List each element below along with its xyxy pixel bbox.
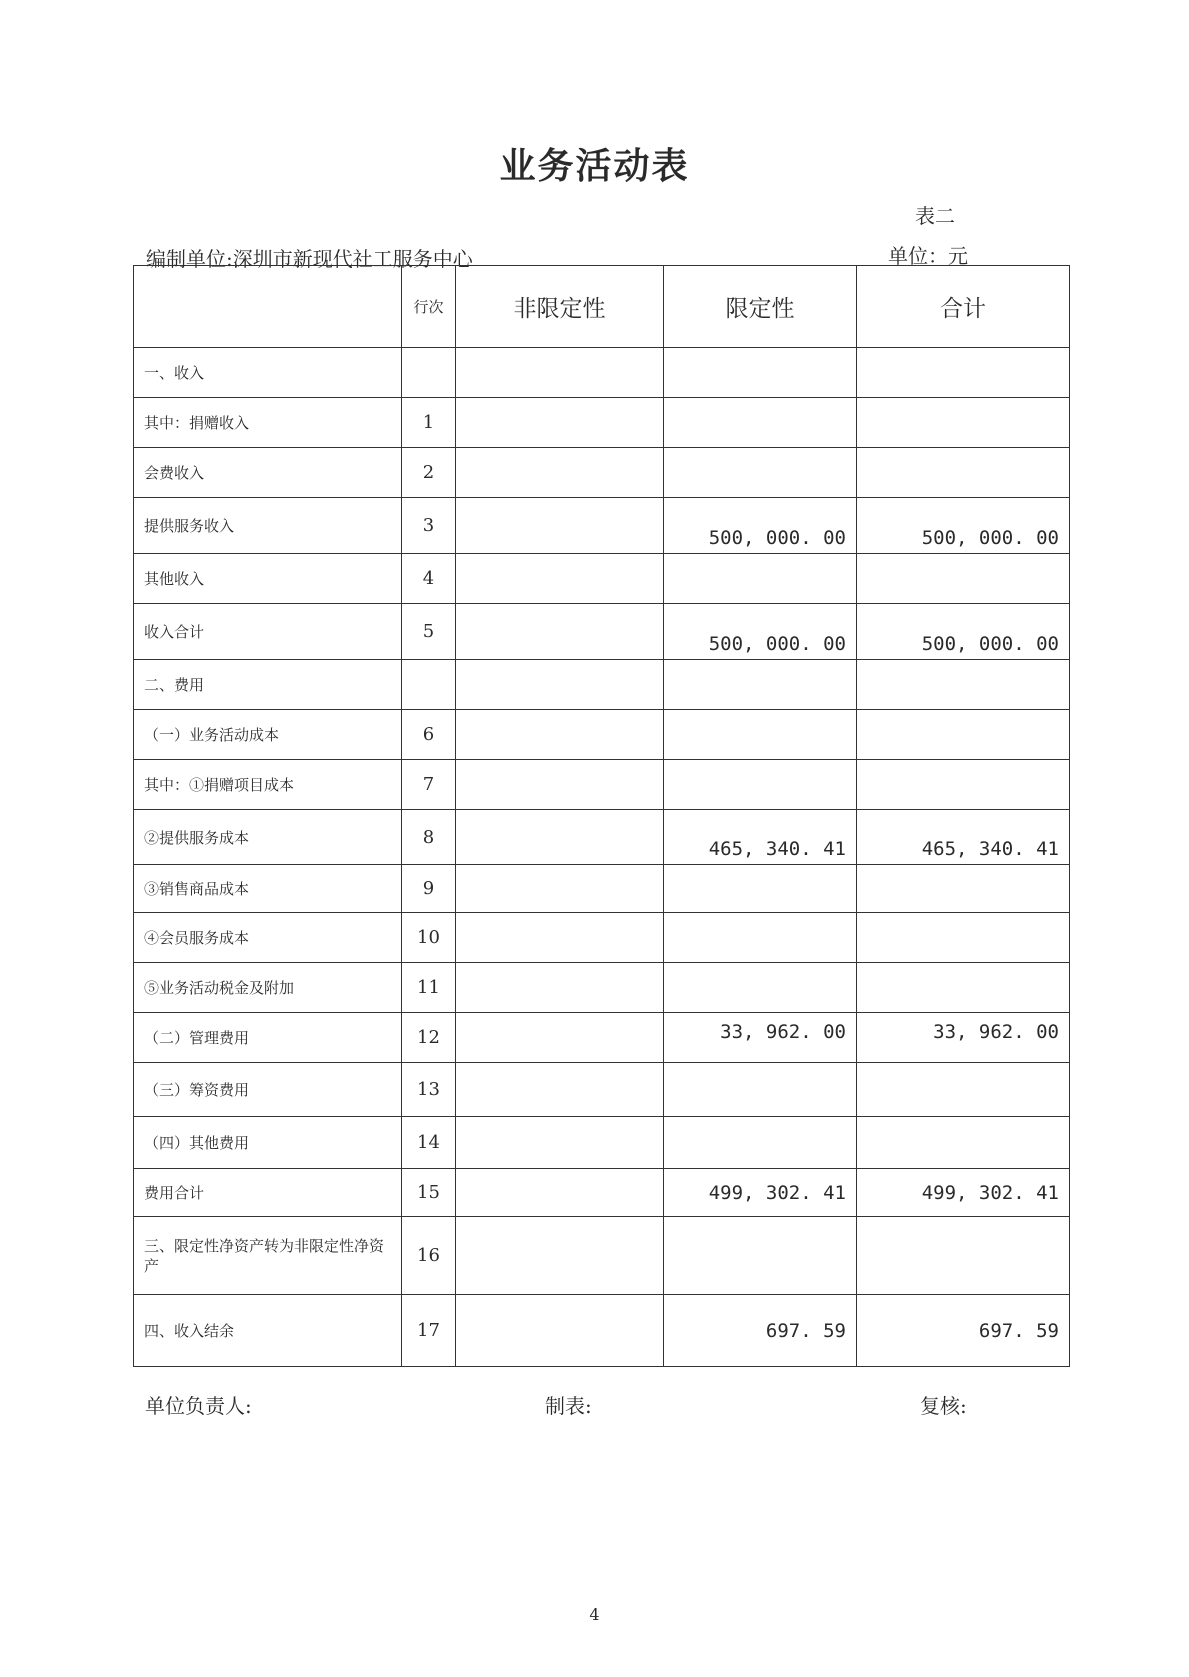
- row-unrestricted: [456, 660, 664, 710]
- row-total: [857, 554, 1070, 604]
- row-total: [857, 1217, 1070, 1295]
- header-line: 行次: [402, 266, 456, 348]
- row-restricted: [664, 865, 857, 913]
- table-row: [134, 1217, 1070, 1295]
- row-restricted: [664, 1063, 857, 1117]
- row-total: [857, 865, 1070, 913]
- table-row: [134, 1063, 1070, 1117]
- row-total: 500, 000. 00: [857, 604, 1070, 660]
- row-label: （一）业务活动成本: [134, 710, 402, 760]
- row-label: 提供服务收入: [134, 498, 402, 554]
- row-line: [402, 348, 456, 398]
- row-restricted: [664, 710, 857, 760]
- table-row: [134, 448, 1070, 498]
- currency-unit: 单位：元: [888, 244, 968, 268]
- table-row: [134, 913, 1070, 963]
- row-total: [857, 348, 1070, 398]
- row-restricted: [664, 1117, 857, 1169]
- page-title: 业务活动表: [499, 146, 690, 187]
- row-label: ②提供服务成本: [134, 810, 402, 865]
- table-row: [134, 760, 1070, 810]
- reviewer-signature: 复核:: [920, 1394, 967, 1418]
- table-row: [134, 1117, 1070, 1169]
- row-line: 16: [402, 1217, 456, 1295]
- row-unrestricted: [456, 498, 664, 554]
- table-row: [134, 498, 1070, 554]
- row-line: 10: [402, 913, 456, 963]
- table-row: [134, 554, 1070, 604]
- row-line: 4: [402, 554, 456, 604]
- header-item: [134, 266, 402, 348]
- row-label: 会费收入: [134, 448, 402, 498]
- row-restricted: 499, 302. 41: [664, 1169, 857, 1217]
- row-label: 其中：①捐赠项目成本: [134, 760, 402, 810]
- table-row: [134, 1295, 1070, 1367]
- activity-statement-table: [133, 265, 1070, 1367]
- row-line: 13: [402, 1063, 456, 1117]
- row-total: [857, 398, 1070, 448]
- row-restricted: [664, 760, 857, 810]
- row-restricted: [664, 554, 857, 604]
- row-line: 5: [402, 604, 456, 660]
- row-line: 7: [402, 760, 456, 810]
- row-line: 14: [402, 1117, 456, 1169]
- row-unrestricted: [456, 865, 664, 913]
- row-label: ④会员服务成本: [134, 913, 402, 963]
- unit-head-signature: 单位负责人:: [145, 1394, 252, 1418]
- table-row: [134, 398, 1070, 448]
- row-label: （三）筹资费用: [134, 1063, 402, 1117]
- row-label: ③销售商品成本: [134, 865, 402, 913]
- row-total: [857, 913, 1070, 963]
- row-label: 其他收入: [134, 554, 402, 604]
- row-unrestricted: [456, 710, 664, 760]
- header-total: 合计: [857, 266, 1070, 348]
- row-line: 17: [402, 1295, 456, 1367]
- row-label: 费用合计: [134, 1169, 402, 1217]
- row-unrestricted: [456, 1217, 664, 1295]
- row-line: [402, 660, 456, 710]
- row-total: [857, 710, 1070, 760]
- table-row: [134, 660, 1070, 710]
- row-line: 15: [402, 1169, 456, 1217]
- compiling-unit: 编制单位:深圳市新现代社工服务中心: [146, 247, 473, 271]
- row-label: ⑤业务活动税金及附加: [134, 963, 402, 1013]
- header-restricted: 限定性: [664, 266, 857, 348]
- row-unrestricted: [456, 1013, 664, 1063]
- row-total: [857, 1063, 1070, 1117]
- row-unrestricted: [456, 448, 664, 498]
- table-header-row: [134, 266, 1070, 348]
- row-total: [857, 963, 1070, 1013]
- row-label: 三、限定性净资产转为非限定性净资产: [134, 1217, 402, 1295]
- row-total: 499, 302. 41: [857, 1169, 1070, 1217]
- row-restricted: [664, 1217, 857, 1295]
- page-number: 4: [589, 1605, 600, 1624]
- row-unrestricted: [456, 554, 664, 604]
- row-label: 二、费用: [134, 660, 402, 710]
- row-label: 四、收入结余: [134, 1295, 402, 1367]
- row-restricted: [664, 398, 857, 448]
- row-total: [857, 660, 1070, 710]
- row-unrestricted: [456, 810, 664, 865]
- row-unrestricted: [456, 604, 664, 660]
- table-row: [134, 865, 1070, 913]
- row-label: （二）管理费用: [134, 1013, 402, 1063]
- row-line: 6: [402, 710, 456, 760]
- row-line: 1: [402, 398, 456, 448]
- row-restricted: [664, 660, 857, 710]
- row-total: 697. 59: [857, 1295, 1070, 1367]
- row-restricted: 465, 340. 41: [664, 810, 857, 865]
- row-restricted: [664, 348, 857, 398]
- row-total: [857, 760, 1070, 810]
- table-row: [134, 1013, 1070, 1063]
- row-unrestricted: [456, 348, 664, 398]
- row-total: 465, 340. 41: [857, 810, 1070, 865]
- row-line: 11: [402, 963, 456, 1013]
- row-label: 收入合计: [134, 604, 402, 660]
- row-restricted: 500, 000. 00: [664, 604, 857, 660]
- row-total: 33, 962. 00: [857, 1013, 1070, 1063]
- row-restricted: 33, 962. 00: [664, 1013, 857, 1063]
- row-label: 一、收入: [134, 348, 402, 398]
- row-unrestricted: [456, 913, 664, 963]
- row-unrestricted: [456, 1063, 664, 1117]
- row-label: 其中：捐赠收入: [134, 398, 402, 448]
- row-restricted: [664, 448, 857, 498]
- row-line: 9: [402, 865, 456, 913]
- row-line: 2: [402, 448, 456, 498]
- table-row: [134, 963, 1070, 1013]
- table-number: 表二: [915, 204, 955, 228]
- table-row: [134, 810, 1070, 865]
- row-restricted: 500, 000. 00: [664, 498, 857, 554]
- table-row: [134, 710, 1070, 760]
- row-total: 500, 000. 00: [857, 498, 1070, 554]
- preparer-signature: 制表:: [545, 1394, 592, 1418]
- row-total: [857, 448, 1070, 498]
- header-unrestricted: 非限定性: [456, 266, 664, 348]
- row-unrestricted: [456, 1295, 664, 1367]
- row-restricted: [664, 963, 857, 1013]
- row-line: 12: [402, 1013, 456, 1063]
- row-unrestricted: [456, 398, 664, 448]
- row-label: （四）其他费用: [134, 1117, 402, 1169]
- table-row: [134, 604, 1070, 660]
- row-unrestricted: [456, 963, 664, 1013]
- row-line: 8: [402, 810, 456, 865]
- row-total: [857, 1117, 1070, 1169]
- row-line: 3: [402, 498, 456, 554]
- row-unrestricted: [456, 1169, 664, 1217]
- row-unrestricted: [456, 760, 664, 810]
- table-row: [134, 348, 1070, 398]
- table-row: [134, 1169, 1070, 1217]
- row-restricted: [664, 913, 857, 963]
- row-restricted: 697. 59: [664, 1295, 857, 1367]
- row-unrestricted: [456, 1117, 664, 1169]
